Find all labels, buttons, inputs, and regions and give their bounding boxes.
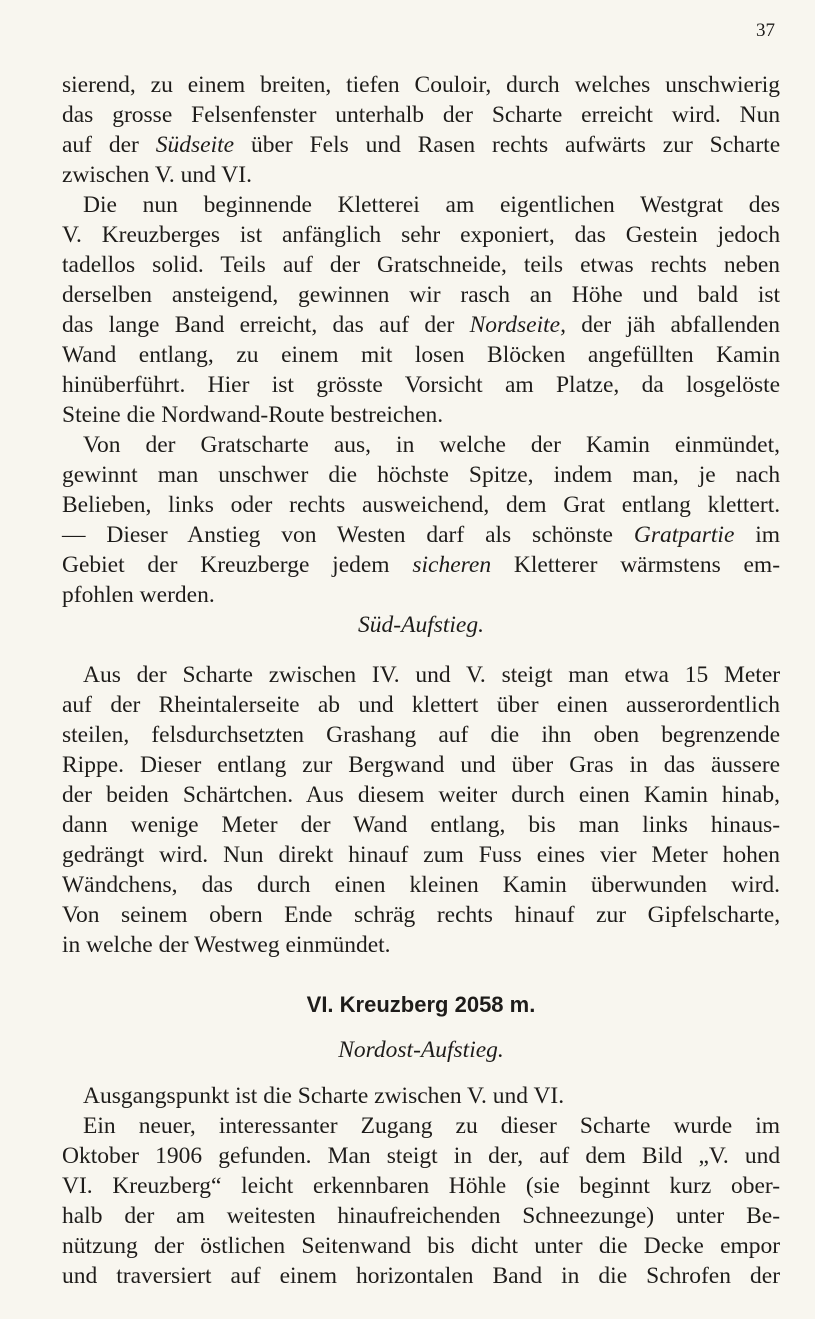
text-line: das grosse Felsenfenster unterhalb der Scharte erreicht wird. Nun [62,102,781,128]
body-text [62,70,780,1291]
section-heading: Süd-Aufstieg. [358,612,484,638]
text-line: Oktober 1906 gefunden. Man steigt in der, auf dem Bild „V. und [62,1143,781,1169]
text-line: pfohlen werden. [62,582,215,608]
text-line: Wändchens, das durch einen kleinen Kamin überwunden wird. [62,872,781,898]
text-line: dann wenige Meter der Wand entlang, bis man links hinaus- [62,812,781,838]
text-line: Belieben, links oder rechts ausweichend, dem Grat entlang klettert. [62,492,781,518]
text-line: Wand entlang, zu einem mit losen Blöcken angefüllten Kamin [62,342,781,368]
text-line: Steine die Nordwand-Route bestreichen. [62,402,444,428]
text-line: V. Kreuzberges ist anfänglich sehr exponiert, das Gestein jedoch [62,222,781,248]
text-line: das lange Band erreicht, das auf der Nordseite, der jäh abfallenden [62,312,781,338]
text-line: Ausgangspunkt ist die Scharte zwischen V. und VI. [83,1083,565,1109]
text-line: halb der am weitesten hinaufreichenden Schneezunge) unter Be- [62,1203,781,1229]
text-line: Rippe. Dieser entlang zur Bergwand und über Gras in das äussere [62,752,781,778]
text-line: Von seinem obern Ende schräg rechts hinauf zur Gipfelscharte, [62,902,781,928]
chapter-title: VI. Kreuzberg 2058 m. [306,992,536,1017]
text-line: tadellos solid. Teils auf der Gratschneide, teils etwas rechts neben [62,252,781,278]
page-number: 37 [756,20,775,41]
text-line: auf der Rheintalerseite ab und klettert über einen ausserordentlich [62,692,781,718]
text-line: Gebiet der Kreuzberge jedem sicheren Kletterer wärmstens em- [62,552,781,578]
text-line: sierend, zu einem breiten, tiefen Couloir, durch welches unschwierig [62,72,781,98]
text-line: gedrängt wird. Nun direkt hinauf zum Fuss eines vier Meter hohen [62,842,781,868]
text-line: gewinnt man unschwer die höchste Spitze, indem man, je nach [62,462,781,488]
text-line: Ein neuer, interessanter Zugang zu dieser Scharte wurde im [83,1113,781,1139]
text-line: — Dieser Anstieg von Westen darf als schönste Gratpartie im [62,522,781,548]
text-line: derselben ansteigend, gewinnen wir rasch an Höhe und bald ist [62,282,781,308]
text-line: steilen, felsdurchsetzten Grashang auf die ihn oben begrenzende [62,722,781,748]
text-line: in welche der Westweg einmündet. [62,932,391,958]
text-line: zwischen V. und VI. [62,162,252,188]
text-line: Aus der Scharte zwischen IV. und V. steigt man etwa 15 Meter [83,662,781,688]
text-line: und traversiert auf einem horizontalen Band in die Schrofen der [62,1263,781,1289]
text-line: hinüberführt. Hier ist grösste Vorsicht am Platze, da losgelöste [62,372,781,398]
text-line: auf der Südseite über Fels und Rasen rechts aufwärts zur Scharte [62,132,781,158]
text-line: der beiden Schärtchen. Aus diesem weiter durch einen Kamin hinab, [62,782,780,808]
text-line: VI. Kreuzberg“ leicht erkennbaren Höhle (sie beginnt kurz ober- [62,1173,781,1199]
section-heading: Nordost-Aufstieg. [338,1037,504,1063]
text-line: Die nun beginnende Kletterei am eigentlichen Westgrat des [83,192,781,218]
text-line: nützung der östlichen Seitenwand bis dicht unter die Decke empor [62,1233,781,1259]
text-line: Von der Gratscharte aus, in welche der Kamin einmündet, [83,432,780,458]
